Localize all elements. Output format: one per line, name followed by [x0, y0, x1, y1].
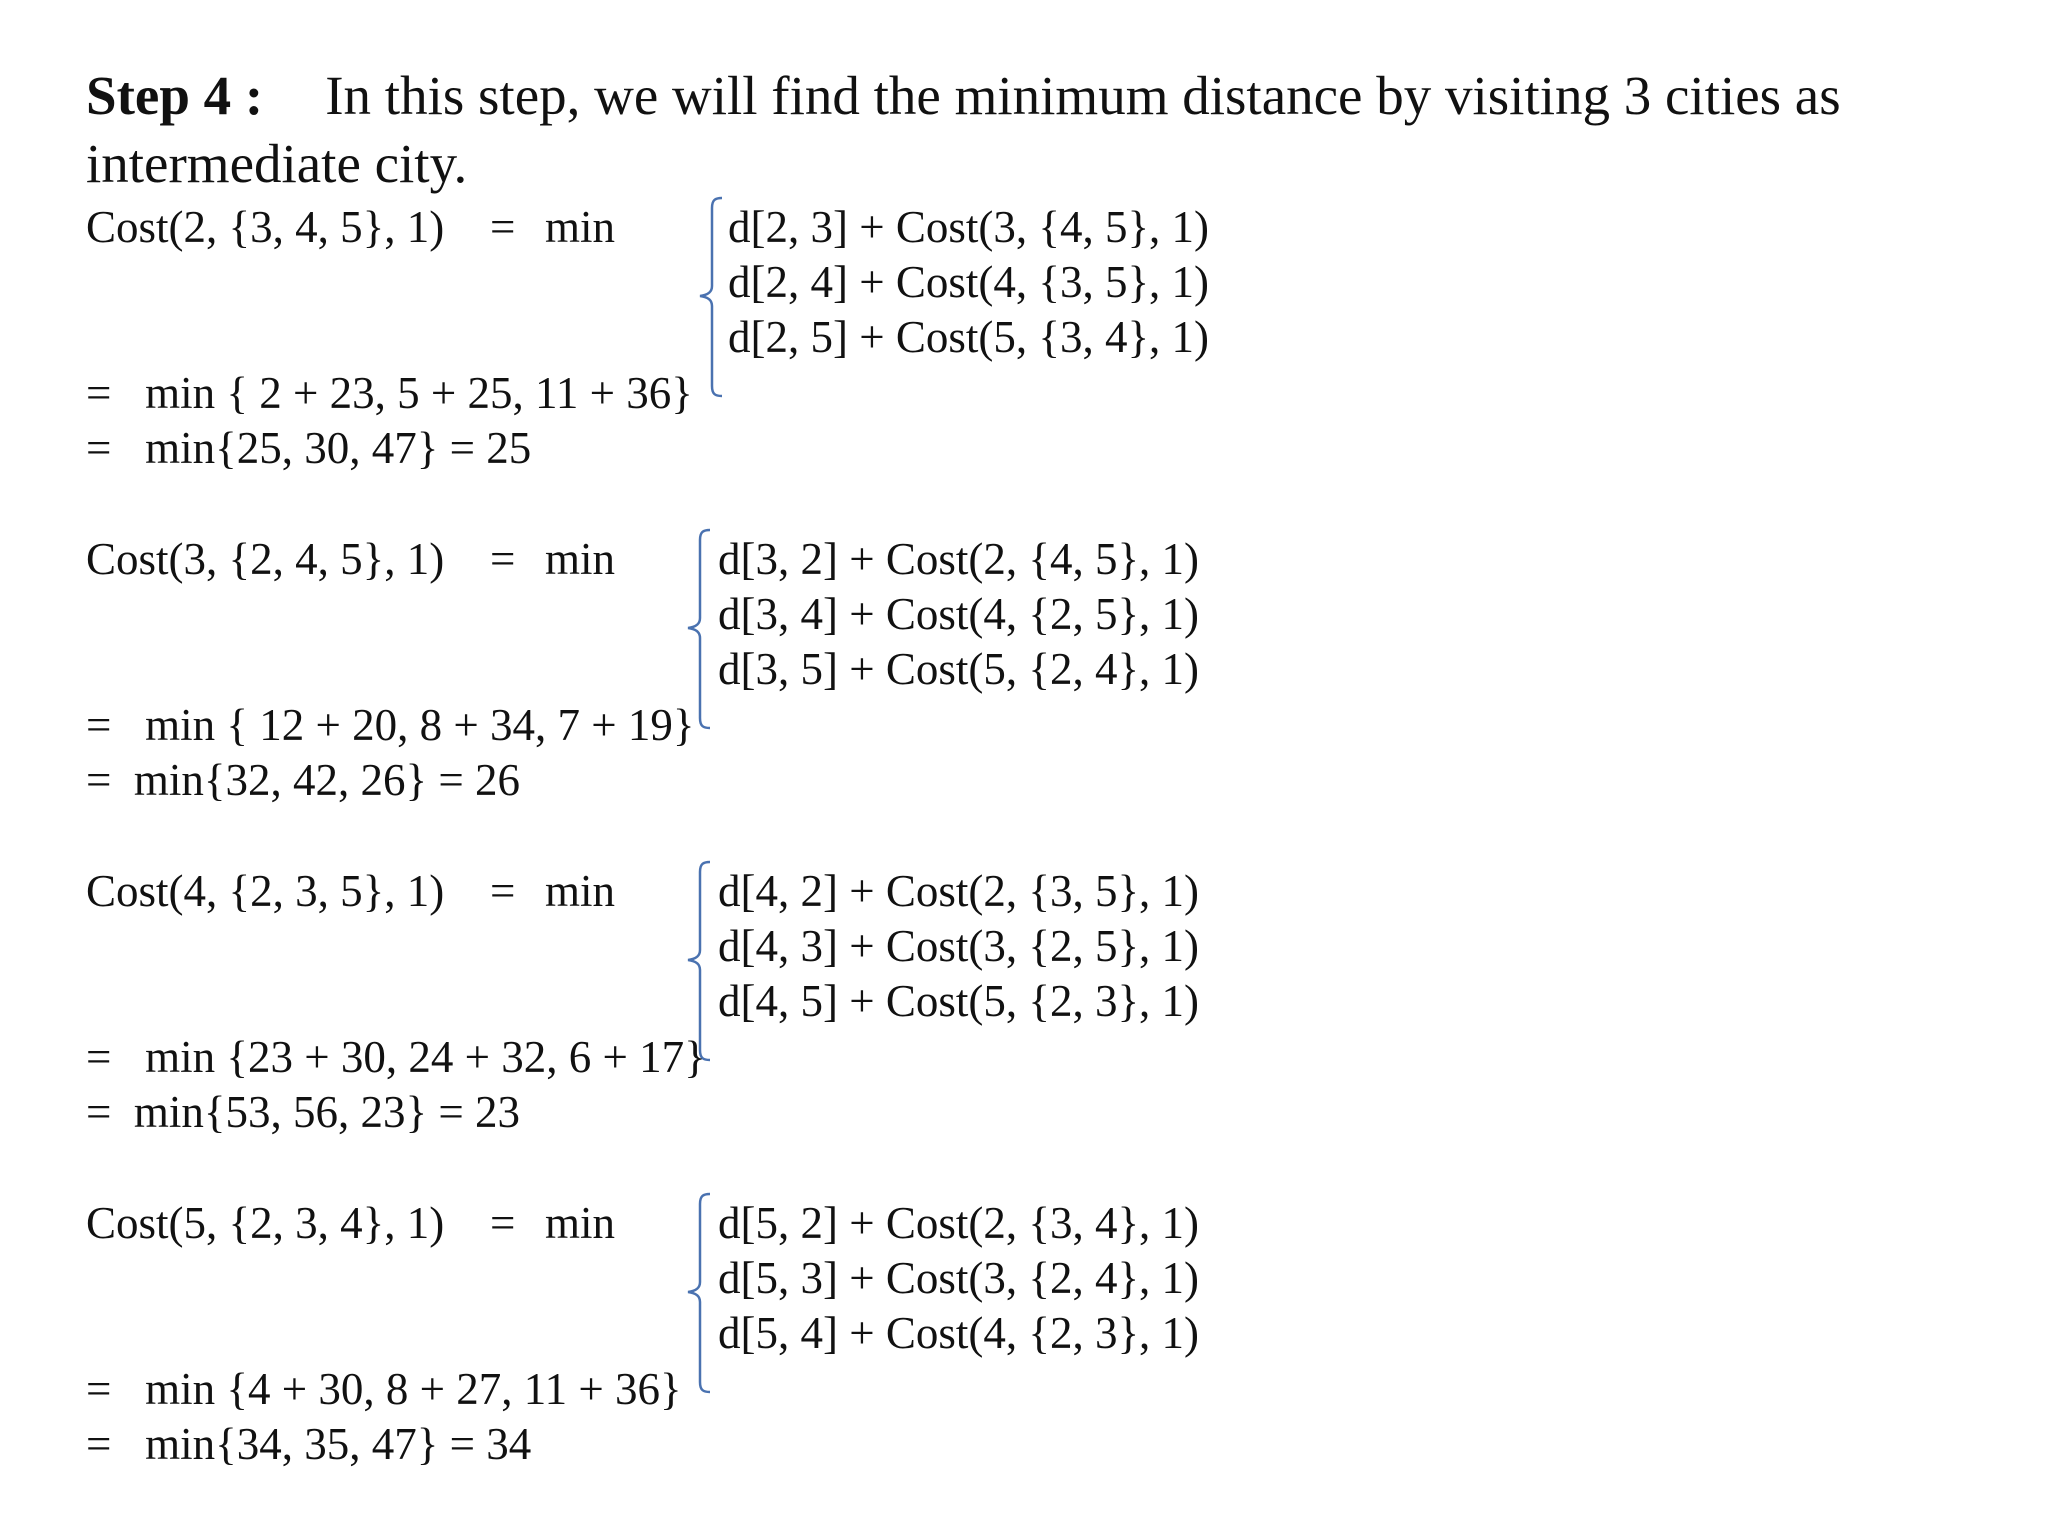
equals-sign: =: [490, 866, 516, 916]
result-value: = min{34, 35, 47} = 34: [86, 1419, 532, 1469]
step-label: Step 4 :: [86, 65, 264, 126]
cost-expression: Cost(3, {2, 4, 5}, 1): [86, 534, 445, 584]
option-line: d[2, 3] + Cost(3, {4, 5}, 1): [728, 202, 1210, 252]
cost-expression: Cost(5, {2, 3, 4}, 1): [86, 1198, 445, 1248]
option-line: d[5, 2] + Cost(2, {3, 4}, 1): [718, 1198, 1200, 1248]
result-expansion: = min { 2 + 23, 5 + 25, 11 + 36}: [86, 368, 693, 418]
option-line: d[3, 4] + Cost(4, {2, 5}, 1): [718, 589, 1200, 639]
equals-sign: =: [490, 1198, 516, 1248]
option-line: d[2, 5] + Cost(5, {3, 4}, 1): [728, 312, 1210, 362]
equals-sign: =: [490, 534, 516, 584]
equals-sign: =: [490, 202, 516, 252]
option-line: d[5, 3] + Cost(3, {2, 4}, 1): [718, 1253, 1200, 1303]
option-line: d[4, 2] + Cost(2, {3, 5}, 1): [718, 866, 1200, 916]
option-line: d[4, 5] + Cost(5, {2, 3}, 1): [718, 976, 1200, 1026]
cost-block-4: [0, 864, 2048, 1164]
option-line: d[4, 3] + Cost(3, {2, 5}, 1): [718, 921, 1200, 971]
min-label: min: [545, 202, 616, 252]
cost-block-5: [0, 1196, 2048, 1496]
cost-expression: Cost(4, {2, 3, 5}, 1): [86, 866, 445, 916]
step-heading: [86, 62, 1986, 198]
cost-expression: Cost(2, {3, 4, 5}, 1): [86, 202, 445, 252]
option-line: d[2, 4] + Cost(4, {3, 5}, 1): [728, 257, 1210, 307]
min-label: min: [545, 866, 616, 916]
result-expansion: = min { 12 + 20, 8 + 34, 7 + 19}: [86, 700, 695, 750]
result-expansion: = min {23 + 30, 24 + 32, 6 + 17}: [86, 1032, 706, 1082]
result-expansion: = min {4 + 30, 8 + 27, 11 + 36}: [86, 1364, 682, 1414]
option-line: d[5, 4] + Cost(4, {2, 3}, 1): [718, 1308, 1200, 1358]
result-value: = min{25, 30, 47} = 25: [86, 423, 532, 473]
option-line: d[3, 5] + Cost(5, {2, 4}, 1): [718, 644, 1200, 694]
option-line: d[3, 2] + Cost(2, {4, 5}, 1): [718, 534, 1200, 584]
cost-block-3: [0, 532, 2048, 832]
result-value: = min{32, 42, 26} = 26: [86, 755, 520, 805]
min-label: min: [545, 534, 616, 584]
result-value: = min{53, 56, 23} = 23: [86, 1087, 520, 1137]
step-description: In this step, we will find the minimum distance by visiting 3 cities as intermediate city.: [86, 65, 1841, 194]
cost-block-2: [0, 200, 2048, 500]
min-label: min: [545, 1198, 616, 1248]
